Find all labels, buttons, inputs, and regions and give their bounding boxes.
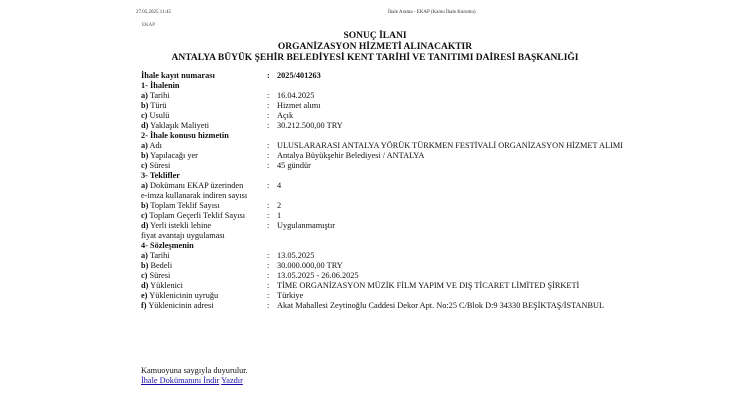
item-key: d)	[141, 221, 149, 230]
detail-value: Türkiye	[277, 291, 304, 300]
kayit-label: İhale kayıt numarası	[141, 71, 215, 80]
section-title-row	[141, 171, 677, 181]
detail-value: 45 gündür	[277, 161, 311, 170]
detail-value: 2	[277, 201, 282, 210]
detail-value: 4	[277, 181, 282, 190]
item-key: a)	[141, 181, 148, 190]
item-label: Adı	[149, 141, 162, 150]
detail-row	[141, 121, 677, 131]
detail-row	[141, 141, 677, 151]
kayit-row	[141, 71, 677, 81]
separator: :	[267, 251, 270, 260]
detail-label	[141, 101, 267, 111]
detail-label	[141, 301, 267, 311]
detail-row	[141, 251, 677, 261]
item-key: d)	[141, 121, 149, 130]
section-title-row	[141, 131, 677, 141]
section-title: 2- İhale konusu hizmetin	[141, 131, 229, 140]
print-date: 27.05.2025 11:45	[136, 10, 171, 15]
separator: :	[267, 141, 270, 150]
detail-value: 16.04.2025	[277, 91, 315, 100]
footer-greeting: Kamuoyuna saygıyla duyurulur.	[141, 366, 248, 375]
item-label: Bedeli	[150, 261, 173, 270]
section-title-row	[141, 81, 677, 91]
separator: :	[267, 281, 270, 290]
separator: :	[267, 221, 270, 230]
detail-row	[141, 261, 677, 271]
detail-value: TİME ORGANİZASYON MÜZİK FİLM YAPIM VE DIŞ TİCARET LİMİTED ŞİRKETİ	[277, 281, 580, 290]
detail-value: 30.212.500,00 TRY	[277, 121, 343, 130]
item-key: b)	[141, 201, 149, 210]
detail-value: Uygulanmamıştır	[277, 221, 336, 230]
item-label: Yapılacağı yer	[150, 151, 198, 160]
detail-row	[141, 271, 677, 281]
item-label: Usulü	[149, 111, 170, 120]
detail-label	[141, 121, 267, 131]
section-title: 3- Teklifler	[141, 171, 180, 180]
item-label: Yüklenicinin adresi	[148, 301, 214, 310]
separator: :	[267, 121, 270, 130]
separator: :	[267, 291, 270, 300]
detail-label	[141, 111, 267, 121]
detail-value: 30.000.000,00 TRY	[277, 261, 343, 270]
detail-label	[141, 221, 267, 241]
item-label: Süresi	[149, 161, 171, 170]
notice-subtitle: ORGANİZASYON HİZMETİ ALINACAKTIR	[277, 42, 473, 52]
item-key: d)	[141, 281, 149, 290]
detail-row	[141, 301, 677, 311]
detail-row	[141, 281, 677, 291]
separator: :	[267, 91, 270, 100]
item-key: f)	[141, 301, 147, 310]
detail-value: 13.05.2025	[277, 251, 315, 260]
detail-row	[141, 151, 677, 161]
item-key: c)	[141, 111, 148, 120]
detail-label	[141, 271, 267, 281]
item-label: Süresi	[149, 271, 171, 280]
detail-label	[141, 261, 267, 271]
download-document-link[interactable]: İhale Dokümanını İndir	[141, 376, 220, 385]
notice-title: SONUÇ İLANI	[343, 31, 407, 41]
detail-row	[141, 201, 677, 211]
separator: :	[267, 71, 270, 80]
detail-label	[141, 91, 267, 101]
item-label: Tarihi	[149, 91, 170, 100]
detail-label	[141, 291, 267, 301]
detail-label	[141, 281, 267, 291]
print-title: İhale Arama - EKAP (Kamu İhale Kurumu)	[388, 10, 476, 15]
separator: :	[267, 111, 270, 120]
detail-value: Akat Mahallesi Zeytinoğlu Caddesi Dekor Apt. No:25 C/Blok D:9 34330 BEŞİKTAŞ/İSTANBUL	[277, 301, 605, 310]
separator: :	[267, 181, 270, 190]
item-label: Yerli istekli lehine	[150, 221, 212, 230]
item-key: e)	[141, 291, 148, 300]
separator: :	[267, 161, 270, 170]
item-label-cont: fiyat avantajı uygulaması	[141, 231, 225, 240]
detail-value: Antalya Büyükşehir Belediyesi / ANTALYA	[277, 151, 425, 160]
item-key: c)	[141, 161, 148, 170]
detail-label	[141, 181, 267, 201]
detail-row	[141, 211, 677, 221]
item-label: Yüklenicinin uyruğu	[149, 291, 219, 300]
separator: :	[267, 261, 270, 270]
ekap-tag: EKAP	[142, 23, 156, 28]
item-key: a)	[141, 91, 148, 100]
item-key: b)	[141, 261, 149, 270]
section-title: 4- Sözleşmenin	[141, 241, 194, 250]
notice-details	[141, 71, 677, 311]
detail-value: Hizmet alımı	[277, 101, 321, 110]
section-title: 1- İhalenin	[141, 81, 180, 90]
item-label: Tarihi	[149, 251, 170, 260]
notice-header	[130, 31, 620, 64]
detail-row	[141, 161, 677, 171]
item-key: b)	[141, 101, 149, 110]
print-link[interactable]: Yazdır	[221, 376, 243, 385]
detail-row	[141, 111, 677, 121]
item-label: Yüklenici	[150, 281, 183, 290]
item-key: a)	[141, 251, 148, 260]
item-label: Yaklaşık Maliyeti	[150, 121, 210, 130]
detail-label	[141, 251, 267, 261]
detail-row	[141, 291, 677, 301]
item-key: c)	[141, 271, 148, 280]
kayit-value: 2025/401263	[277, 71, 321, 80]
item-label: Dokümanı EKAP üzerinden	[150, 181, 244, 190]
item-label-cont: e-imza kullanarak indiren sayısı	[141, 191, 248, 200]
detail-value: ULUSLARARASI ANTALYA YÖRÜK TÜRKMEN FESTİVALİ ORGANİZASYON HİZMET ALIMI	[277, 141, 623, 150]
detail-row	[141, 101, 677, 111]
detail-row	[141, 91, 677, 101]
separator: :	[267, 201, 270, 210]
item-label: Toplam Teklif Sayısı	[150, 201, 220, 210]
separator: :	[267, 301, 270, 310]
detail-label	[141, 211, 267, 221]
item-key: b)	[141, 151, 149, 160]
detail-row	[141, 181, 677, 201]
detail-label	[141, 161, 267, 171]
detail-value: Açık	[277, 111, 294, 120]
item-label: Toplam Geçerli Teklif Sayısı	[149, 211, 246, 220]
separator: :	[267, 101, 270, 110]
item-key: a)	[141, 141, 148, 150]
detail-value: 13.05.2025 - 26.06.2025	[277, 271, 359, 280]
item-label: Türü	[150, 101, 167, 110]
notice-authority: ANTALYA BÜYÜK ŞEHİR BELEDİYESİ KENT TARİHİ VE TANITIMI DAİRESİ BAŞKANLIĞI	[171, 53, 579, 63]
item-key: c)	[141, 211, 148, 220]
detail-label	[141, 201, 267, 211]
separator: :	[267, 271, 270, 280]
footer	[141, 366, 248, 386]
detail-label	[141, 151, 267, 161]
separator: :	[267, 151, 270, 160]
separator: :	[267, 211, 270, 220]
detail-value: 1	[277, 211, 282, 220]
section-title-row	[141, 241, 677, 251]
detail-row	[141, 221, 677, 241]
detail-label	[141, 141, 267, 151]
